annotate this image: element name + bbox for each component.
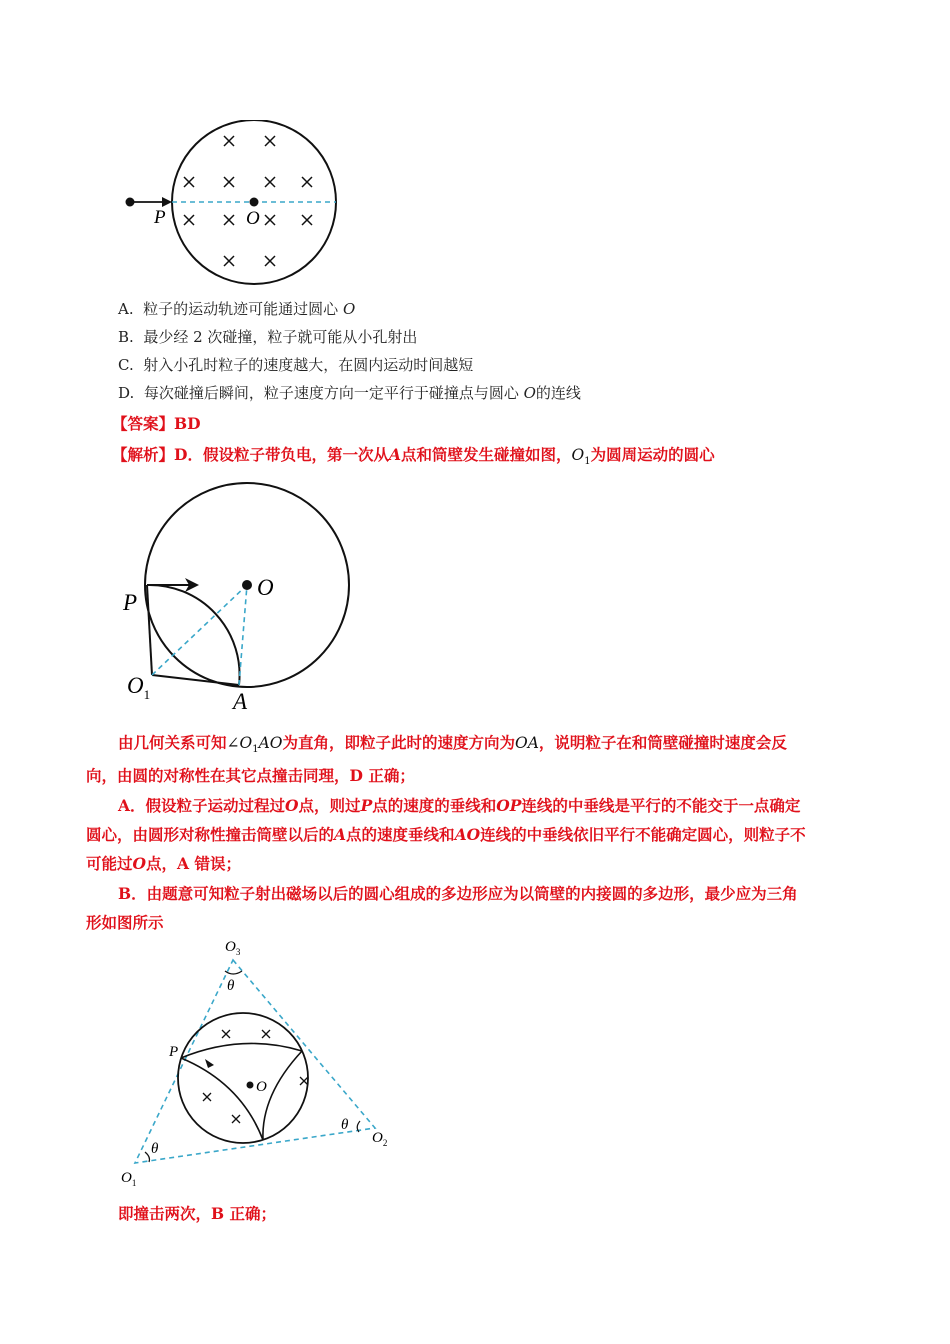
label-O1-3: $O_1$	[121, 1170, 137, 1188]
field-cross-icons	[184, 136, 312, 266]
dashed-O1-O	[152, 585, 247, 675]
label-theta-left: θ	[151, 1141, 159, 1157]
trajectory-arc-1	[181, 1043, 302, 1058]
answer-line: 【答案】BD	[112, 414, 201, 433]
option-c: C. 射入小孔时粒子的速度越大，在圆内运动时间越短	[118, 356, 474, 374]
label-theta-top: θ	[227, 978, 235, 994]
center-dot-2	[242, 580, 252, 590]
para2-line3: 可能过O点，A 错误；	[86, 854, 241, 873]
figure-triangle-trajectory	[115, 935, 405, 1190]
para1-line1: 由几何关系可知$\angle O_1AO$为直角，即粒子此时的速度方向为OA，说明粒子在和筒壁碰撞时速度会反	[118, 733, 787, 756]
label-O-3: O	[256, 1079, 267, 1095]
center-dot	[250, 198, 259, 207]
analysis-intro: 【解析】D．假设粒子带负电，第一次从A点和筒壁发生碰撞如图，$O_1$为圆周运动的圆心	[112, 445, 715, 468]
label-P-3: P	[169, 1044, 179, 1060]
dashed-triangle	[135, 960, 375, 1163]
trajectory-arc-2	[181, 1058, 263, 1140]
option-a: A. 粒子的运动轨迹可能通过圆心 O	[118, 300, 356, 318]
figure-first-collision	[115, 475, 375, 715]
conclusion-line: 即撞击两次，B 正确；	[118, 1204, 276, 1223]
label-A: A	[233, 689, 248, 714]
trajectory-arc-3	[263, 1051, 302, 1140]
center-dot-3	[247, 1082, 254, 1089]
label-theta-right: θ	[341, 1117, 349, 1133]
label-P-2: P	[123, 590, 138, 615]
label-O1: $O_1$	[127, 673, 151, 702]
answer-value: BD	[174, 414, 201, 433]
label-O-2: O	[257, 575, 274, 600]
para2-line2: 圆心，由圆形对称性撞击筒壁以后的A点的速度垂线和AO连线的中垂线依旧平行不能确定圆心，则粒子不	[86, 825, 806, 844]
label-O2: $O_2$	[372, 1130, 388, 1148]
para2-line1: A．假设粒子运动过程过O点，则过P点的速度的垂线和OP连线的中垂线是平行的不能交于一点确定	[118, 796, 801, 815]
para3-line1: B．由题意可知粒子射出磁场以后的圆心组成的多边形应为以筒壁的内接圆的多边形，最少应为三角	[118, 884, 798, 903]
label-O: O	[246, 208, 260, 229]
figure-magnetic-field-circle	[118, 120, 348, 290]
radius-O1A	[152, 675, 239, 685]
cylinder-circle-3	[178, 1013, 308, 1143]
radius-O1P	[147, 585, 152, 675]
label-P: P	[154, 207, 166, 228]
option-d: D. 每次碰撞后瞬间，粒子速度方向一定平行于碰撞点与圆心 O的连线	[118, 384, 581, 402]
arrow-head	[162, 197, 172, 207]
option-b: B. 最少经 2 次碰撞，粒子就可能从小孔射出	[118, 328, 418, 346]
label-O3: $O_3$	[225, 939, 241, 957]
para1-line2: 向，由圆的对称性在其它点撞击同理，D 正确；	[86, 766, 415, 785]
arrow-head-3	[205, 1059, 214, 1068]
para3-line2: 形如图所示	[86, 913, 164, 932]
